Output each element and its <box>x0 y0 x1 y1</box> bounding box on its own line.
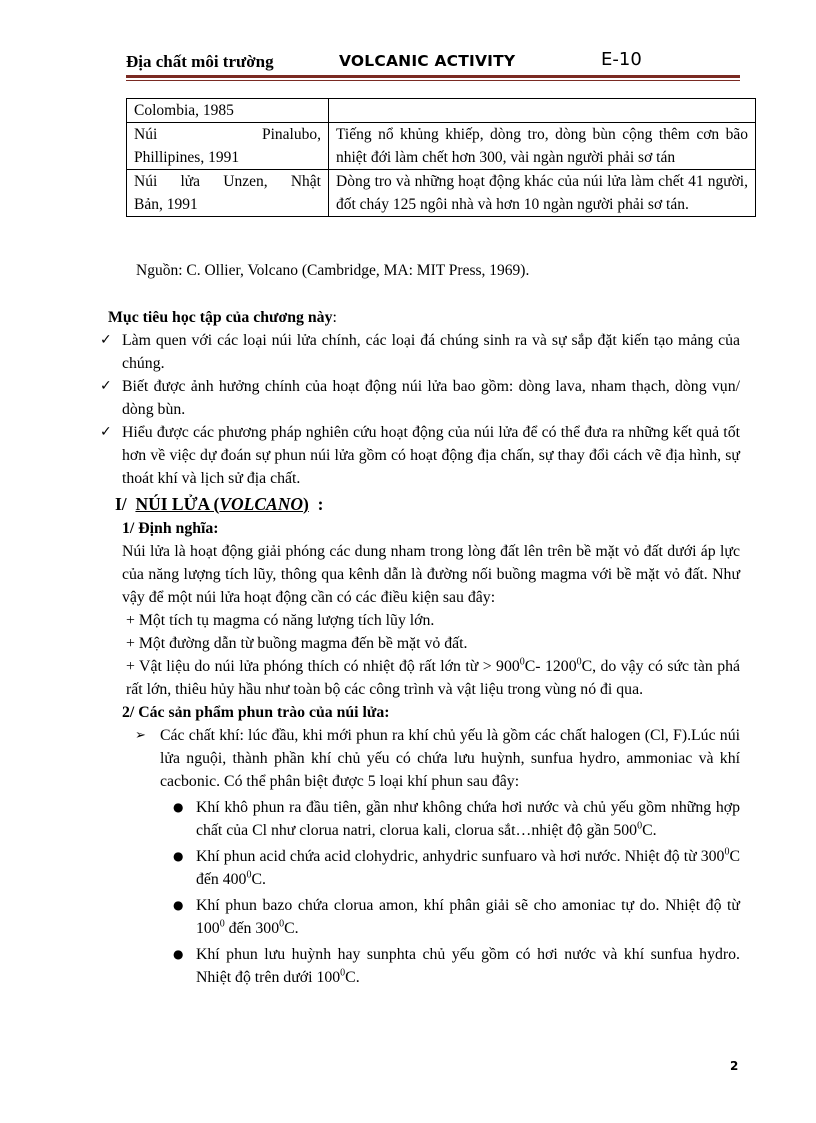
section-title-part: ) <box>303 494 309 514</box>
gas-text: C. <box>251 871 266 888</box>
gas-text: Khí phun lưu huỳnh hay sunphta chủ yếu gồm có hơi nước và khí sunfua hydro. Nhiệt độ trên dưới 100 <box>196 946 740 986</box>
bullet-dot-icon: ● <box>173 898 184 912</box>
bullet-dot-icon: ● <box>173 947 184 961</box>
product-text: Các chất khí: lúc đầu, khi mới phun ra khí chủ yếu là gồm các chất halogen (Cl, F).Lúc núi lửa nguội, thành phần khí chủ yếu có chứa lưu huỳnh, sunfua hydro, ammoniac và khí cacbonic. Có thể phân biệt được 5 loại khí phun sau đây: <box>160 727 740 790</box>
header-subject: Địa chất môi trường <box>126 52 274 71</box>
gas-text: C đến 400 <box>196 848 740 888</box>
goals-title-text: Mục tiêu học tập của chương này <box>108 309 333 326</box>
table-row <box>127 123 756 170</box>
section-title-part: NÚI LỬA ( <box>135 494 220 514</box>
goals-title-colon: : <box>332 309 337 326</box>
gas-text: Khí khô phun ra đầu tiên, gần như không chứa hơi nước và chủ yếu gồm những hợp chất của Cl như clorua natri, clorua kali, clorua sắt…nhiệt độ gần 500 <box>196 799 740 839</box>
table-cell-effects: Tiếng nổ khủng khiếp, dòng tro, dòng bùn cộng thêm cơn bão nhiệt đới làm chết hơn 300, vài ngàn người phải sơ tán <box>329 123 756 170</box>
gas-text: C. <box>642 822 657 839</box>
location-word: Unzen, <box>223 173 268 190</box>
condition-item: + Một tích tụ magma có năng lượng tích lũy lớn. <box>126 612 435 629</box>
section-number: I/ <box>115 494 127 514</box>
table-row <box>127 99 756 123</box>
table-cell-effects: Dòng tro và những hoạt động khác của núi lửa làm chết 41 người, đốt cháy 125 ngôi nhà và hơn 10 ngàn người phải sơ tán. <box>329 170 756 217</box>
section-title <box>135 494 308 514</box>
gas-type-item <box>170 943 740 989</box>
checkmark-icon: ✓ <box>100 378 112 394</box>
subsection-heading: 1/ Định nghĩa: <box>122 520 219 537</box>
goal-text: Biết được ảnh hưởng chính của hoạt động núi lửa bao gồm: dòng lava, nham thạch, dòng vụn/ dòng bùn. <box>122 378 740 418</box>
gas-type-item <box>170 796 740 842</box>
gas-text: C. <box>345 969 360 986</box>
degree-sup: 0 <box>246 869 252 881</box>
goals-title <box>108 306 740 329</box>
location-word: Núi <box>134 173 158 190</box>
goal-item <box>100 375 740 421</box>
section-title-colon: : <box>317 494 324 514</box>
goal-item <box>100 421 740 490</box>
volcano-events-table <box>126 98 756 217</box>
location-word: lửa <box>180 173 201 190</box>
gas-text: C. <box>284 920 299 937</box>
source-citation: Nguồn: C. Ollier, Volcano (Cambridge, MA: MIT Press, 1969). <box>136 262 530 279</box>
degree-sup: 0 <box>519 656 525 668</box>
gas-text: Khí phun acid chứa acid clohydric, anhydric sunfuaro và hơi nước. Nhiệt độ từ 300 <box>196 848 725 865</box>
goal-text: Làm quen với các loại núi lửa chính, các loại đá chúng sinh ra và sự sắp đặt kiến tạo mảng của chúng. <box>122 332 740 372</box>
goal-text: Hiểu được các phương pháp nghiên cứu hoạt động của núi lửa để có thể đưa ra những kết quả tốt hơn về việc dự đoán sự phun núi lửa gồm có hoạt động địa chấn, sự thay đổi cách vẽ địa hình, sự thoát khí và lịch sử địa chất. <box>122 424 740 487</box>
location-line: Bản, 1991 <box>134 196 198 213</box>
location-word: Nhật <box>290 173 321 190</box>
section-title-italic: VOLCANO <box>219 494 303 514</box>
degree-sup: 0 <box>724 846 730 858</box>
table-cell-location <box>127 170 329 217</box>
bullet-dot-icon: ● <box>173 800 184 814</box>
header-rule-thick <box>126 75 740 78</box>
condition-item: + Một đường dẫn từ buồng magma đến bề mặt vỏ đất. <box>126 635 468 652</box>
header-code: E-10 <box>601 49 642 70</box>
goal-item <box>100 329 740 375</box>
arrow-bullet-icon: ➢ <box>135 728 146 743</box>
table-cell-location: Colombia, 1985 <box>127 99 329 123</box>
section-heading <box>115 492 740 517</box>
gas-type-item <box>170 845 740 891</box>
gas-text: đến 300 <box>224 920 280 937</box>
table-row <box>127 170 756 217</box>
header-rule-thin <box>126 80 740 81</box>
location-word: Núi <box>134 126 158 143</box>
condition-text: C- 1200 <box>524 658 577 675</box>
page-number: 2 <box>730 1059 739 1073</box>
bullet-dot-icon: ● <box>173 849 184 863</box>
degree-sup: 0 <box>340 967 346 979</box>
condition-item <box>126 655 740 701</box>
location-word: Pinalubo, <box>262 126 321 143</box>
table-cell-location <box>127 123 329 170</box>
gas-type-item <box>170 894 740 940</box>
gas-text: Khí phun bazo chứa clorua amon, khí phân giải sẽ cho amoniac tự do. Nhiệt độ từ 100 <box>196 897 740 937</box>
degree-sup: 0 <box>219 918 225 930</box>
degree-sup: 0 <box>279 918 285 930</box>
checkmark-icon: ✓ <box>100 424 112 440</box>
degree-sup: 0 <box>576 656 582 668</box>
checkmark-icon: ✓ <box>100 332 112 348</box>
page-header <box>126 50 740 76</box>
main-content <box>100 306 740 989</box>
degree-sup: 0 <box>637 820 643 832</box>
product-item <box>135 724 740 793</box>
location-line: Phillipines, 1991 <box>134 149 240 166</box>
table-cell-effects <box>329 99 756 123</box>
subsection-heading: 2/ Các sản phẩm phun trào của núi lửa: <box>122 704 390 721</box>
condition-text: C, do vậy có sức tàn phá rất lớn, thiêu hủy hầu như toàn bộ các công trình và vật liệu trong vùng nó đi qua. <box>126 658 741 698</box>
definition-paragraph: Núi lửa là hoạt động giải phóng các dung nham trong lòng đất lên trên bề mặt vỏ đất dưới áp lực của năng lượng tích lũy, thông qua kênh dẫn là đường nối buồng magma với bề mặt vỏ đất. Như vậy để một núi lửa hoạt động cần có các điều kiện sau đây: <box>122 543 740 606</box>
condition-text: + Vật liệu do núi lửa phóng thích có nhiệt độ rất lớn từ > 900 <box>126 658 520 675</box>
header-title: VOLCANIC ACTIVITY <box>339 52 516 70</box>
